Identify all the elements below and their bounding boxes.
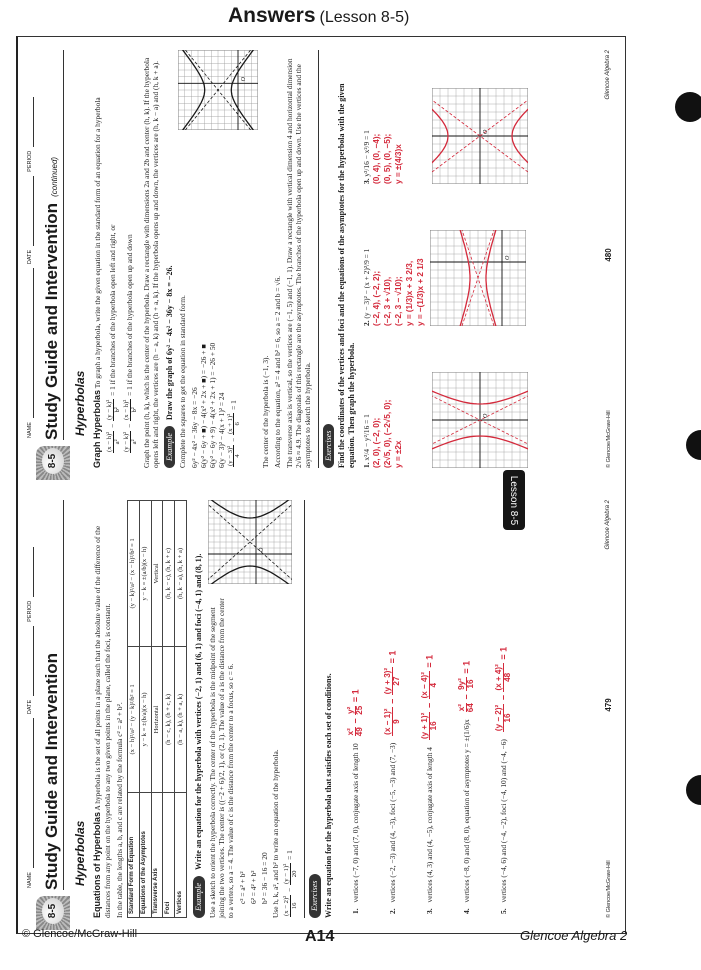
denominator: a² [113, 439, 121, 445]
page-number: 480 [604, 248, 614, 262]
page-subtitle: Hyperbolas [73, 370, 87, 436]
exercise-item [362, 192, 528, 326]
denominator: 16 [503, 713, 513, 723]
student-header [24, 50, 34, 468]
footer-book: Glencoe Algebra 2 [605, 50, 612, 100]
rhs: = 1 [350, 689, 361, 703]
table-cell: (h − c, k), (h + c, k) [163, 646, 175, 792]
exercise-number: 1. [351, 908, 361, 914]
origin-label: O [241, 76, 248, 82]
rhs: = 1 [387, 650, 398, 664]
numerator: (y − 1)² [283, 863, 291, 884]
example-prompt [193, 500, 205, 918]
page-footer [604, 50, 614, 468]
denominator: b² [130, 407, 138, 413]
numerator: (x − h)² [122, 399, 130, 420]
lesson-badge-number: 8-5 [42, 448, 64, 474]
denominator: 25 [355, 705, 365, 715]
exercise-item [452, 500, 482, 914]
exercise-item [378, 500, 408, 914]
origin-label: O [482, 413, 489, 418]
exercise-answer: x² 49 − y² 25 = 1 [345, 689, 365, 737]
table-row [127, 501, 139, 918]
denominator: 27 [392, 676, 402, 686]
exercise-answer: (x − 1)² 9 − (y + 3)² 27 = 1 [382, 650, 402, 735]
exercise-number: 2. [388, 908, 398, 914]
page-subtitle: Hyperbolas [73, 820, 87, 886]
origin-label: O [259, 547, 266, 552]
intro-paragraph [92, 500, 112, 918]
exercise-item [362, 50, 528, 184]
rhs: = 1 [285, 850, 295, 860]
table-cell: Standard Form of Equation [127, 792, 139, 917]
rhs: = 1 [424, 654, 435, 668]
exercises-instruction: Find the coordinates of the vertices and foci and the equations of the asymptotes for the hyperbola with the given equation. Then graph the hyperbola. [337, 83, 356, 468]
exercises-badge: Exercises [323, 424, 335, 468]
exercise-text: vertices (−2, −3) and (4, −3), foci (−5, −3) and (7, −3) [388, 742, 398, 903]
exercise-item [362, 334, 528, 468]
example-body: Use a sketch to orient the hyperbola correctly. The center of the hyperbola is the midpoint of the segment joining the two vertices. The center is ((−2 + 6)/2, 1), or (2, 1). The value of a is the distance from the center to a vertex, so a = 4. The value of c is the distance from the center to a focus, so c = 6. [208, 597, 236, 918]
page-number: 479 [604, 698, 614, 712]
footer-copyright: © Glencoe/McGraw-Hill [605, 860, 612, 918]
exercise-item [489, 500, 519, 914]
answer-line: (−2, 3 − √10); [393, 276, 403, 326]
exercise-number: 2. [361, 320, 371, 326]
footer-copyright: © Glencoe/McGraw-Hill [605, 410, 612, 468]
exercise-equation: y²/16 − x²/9 = 1 [361, 130, 371, 177]
table-row [175, 501, 187, 918]
lesson-badge-number: 8-5 [42, 898, 64, 924]
hole-punch-icon [675, 92, 701, 122]
period-label: PERIOD [27, 150, 34, 172]
answer-line: (−2, 3 + √10), [382, 276, 392, 326]
graph-paragraph: Graph the point (h, k), which is the center of the hyperbola. Draw a rectangle with dimensions 2a and 2b and center (h, k). If the hyperbola opens left and right, the vertices are (h − a, k) and (h + a, k). If the hyperbola opens up and down, the vertices are (h, k − a) and (h, k + a). [141, 57, 160, 468]
example-result: (y − 3)² 4 − (x + 1)² 6 = 1 [226, 400, 242, 466]
exercise-number: 1. [361, 462, 371, 468]
example-result: (x − 2)² 16 − (y − 1)² 20 = 1 [283, 850, 299, 916]
eq-text: = 1 if the branches of the hyperbola open left and right, or [107, 224, 117, 396]
answer-line: (2, 0), (−2, 0); [371, 417, 381, 468]
exercises-header [304, 500, 321, 918]
table-cell: Horizontal [151, 646, 163, 792]
table-cell: (h, k − a), (h, k + a) [175, 501, 187, 647]
numerator: (x − 2)² [283, 895, 291, 916]
answer-line: y = (1/3)x + 3 2/3, [404, 260, 414, 326]
answer-line: (−2, 4), (−2, 2); [371, 270, 381, 326]
origin-label: O [505, 255, 512, 260]
lesson-badge-icon [36, 896, 70, 930]
page-title [42, 50, 65, 440]
intro-text: To graph a hyperbola, write the given equation in the standard form of an equation for a hyperbola [92, 97, 102, 389]
denominator: 16 [466, 679, 476, 689]
example-prompt-text: Draw the graph of 6y² − 4x² − 36y − 8x = −26. [164, 265, 174, 420]
exercise-answer: x² 64 − 9y² 16 = 1 [456, 660, 476, 713]
numerator: (y + 1)² [419, 712, 429, 740]
according-text: According to the equation, a² = 4 and b² = 6, so a = 2 and b = √6. [273, 275, 283, 468]
answer-line: y = −(1/3)x + 2 1/3 [416, 258, 426, 326]
section-lead: Graph Hyperbolas [91, 389, 102, 468]
step-line: 6² = 4² + b² [249, 870, 259, 904]
exercise-equation: x²/4 − y²/16 = 1 [361, 414, 371, 461]
answer-line: (0, 5), (0, −5); [382, 133, 392, 184]
table-intro: In the table, the lengths a, b, and c are related by the formula c² = a² + b². [114, 702, 124, 918]
example-graph [178, 50, 258, 130]
transverse-text: The transverse axis is vertical, so the vertices are (−1, 5) and (−1, 1). Draw a rectangle with vertical dimension 4 and horizontal dimension 2√6 ≈ 4.9. The diagonals of this rectangle are the asymptotes. The branches of the hyperbola open up and down. Use the vertices and the asymptotes to sketch the hyperbola. [285, 58, 313, 468]
numerator: 9y² [456, 678, 466, 690]
numerator: x² [345, 728, 355, 736]
page-title: Study Guide and Intervention [42, 500, 65, 890]
answer-graph [430, 230, 526, 326]
date-line [29, 176, 34, 246]
table-cell: Vertical [151, 501, 163, 647]
exercise-number: 4. [462, 908, 472, 914]
heading-title: Answers [228, 4, 316, 27]
lesson-tab [503, 470, 525, 530]
exercises-instruction: Write an equation for the hyperbola that satisfies each set of conditions. [323, 673, 333, 918]
step-line: 6(y² − 6y + ■) − 4(x² + 2x + ■) = −26 + ■ [199, 344, 209, 468]
numerator: y² [345, 706, 355, 714]
table-cell: (x − h)²/a² − (y − k)²/b² = 1 [127, 646, 139, 792]
page-480 [20, 40, 620, 480]
denominator: 64 [466, 703, 476, 713]
numerator: x² [456, 704, 466, 712]
step-line: 6y² − 4x² − 36y − 8x = −26 [190, 387, 200, 468]
table-row [163, 501, 175, 918]
footer-book: Glencoe Algebra 2 [605, 500, 612, 550]
date-label: DATE [27, 699, 34, 715]
origin-label: O [482, 129, 489, 134]
footer-copyright: © Glencoe/McGraw-Hill [22, 928, 138, 940]
page-title-text: Study Guide and Intervention [41, 202, 61, 440]
name-label: NAME [27, 872, 34, 888]
exercise-text: vertices (−8, 0) and (8, 0), equation of asymptotes y = ±(1/6)x [462, 719, 472, 903]
table-cell: Foci [163, 792, 175, 917]
period-line [29, 547, 34, 597]
table-cell: (y − k)²/a² − (x − h)²/b² = 1 [127, 501, 139, 647]
example-badge: Example [164, 426, 176, 468]
denominator: 48 [503, 672, 513, 682]
name-line [29, 718, 34, 868]
exercise-number: 3. [361, 178, 371, 184]
section-lead: Equations of Hyperbolas [91, 811, 102, 918]
denominator: 6 [234, 422, 242, 426]
step-line: 6(y² − 6y + 9) − 4(x² + 2x + 1) = −26 + 50 [208, 342, 218, 468]
rhs: = 1 [461, 660, 472, 674]
standard-form-vertical: (y − k)² a² − (x − h)² b² = 1 if the branches of the hyperbola open up and down [122, 234, 138, 452]
footer-page-code: A14 [305, 928, 335, 945]
exercises-badge: Exercises [309, 874, 321, 918]
steps-intro: Complete the squares to get the equation in standard form. [178, 295, 188, 468]
exercise-text: vertices (−7, 0) and (7, 0), conjugate axis of length 10 [351, 743, 361, 903]
exercises-header [318, 50, 335, 468]
answers-heading [228, 4, 409, 28]
table-row [151, 501, 163, 918]
exercise-number: 3. [425, 908, 435, 914]
use-text: Use h, k, a², and b² to write an equation of the hyperbola. [271, 749, 281, 918]
answer-graph [432, 372, 528, 468]
continued-label: (continued) [49, 156, 59, 197]
answer-line: (0, 4), (0, −4); [371, 133, 381, 184]
example-graph [208, 500, 292, 584]
numerator: (y − k)² [105, 399, 113, 420]
table-cell: (h, k − c), (h, k + c) [163, 501, 175, 647]
table-cell: Equations of the Asymptotes [139, 792, 151, 917]
numerator: (y − 2)² [493, 704, 503, 732]
hyperbola-table [127, 500, 188, 918]
numerator: (x − 1)² [382, 708, 392, 735]
denominator: 4 [234, 454, 242, 458]
answer-line: (2√5, 0), (−2√5, 0); [382, 399, 392, 468]
center-text: The center of the hyperbola is (−1, 3). [261, 355, 271, 468]
table-row [139, 501, 151, 918]
rhs: = 1 [498, 646, 509, 660]
denominator: 20 [291, 870, 299, 878]
table-cell: Vertices [175, 792, 187, 917]
table-cell: (h − a, k), (h + a, k) [175, 646, 187, 792]
denominator: 9 [392, 719, 402, 724]
answer-line: y = ±(4/3)x [393, 144, 403, 184]
denominator: b² [113, 407, 121, 413]
intro-text: A hyperbola is the set of all points in a plane such that the absolute value of the difference of the distances from any point on the hyperbola to any two given points in the plane, called the foci, is constant. [92, 525, 112, 918]
table-cell: y − k = ±(a/b)(x − h) [139, 501, 151, 647]
example-badge: Example [193, 876, 205, 918]
numerator: (x + 4)² [493, 664, 503, 691]
student-header [24, 500, 34, 918]
standard-form-horizontal: (x − h)² a² − (y − k)² b² = 1 if the branches of the hyperbola open left and right, or [105, 224, 121, 452]
exercise-answer: (y − 2)² 16 − (x + 4)² 48 = 1 [493, 646, 513, 732]
table-cell: Transverse Axis [151, 792, 163, 917]
exercise-text: vertices (4, 3) and (4, −5), conjugate axis of length 4 [425, 747, 435, 903]
rhs: = 1 [228, 400, 238, 410]
exercise-number: 5. [499, 908, 509, 914]
numerator: (x + 1)² [226, 413, 234, 434]
answer-graph [432, 88, 528, 184]
exercise-answer: (y + 1)² 16 − (x − 4)² 4 = 1 [419, 654, 439, 740]
denominator: a² [130, 439, 138, 445]
hole-punch-icon [686, 430, 701, 460]
step-line: b² = 36 − 16 = 20 [260, 852, 270, 904]
exercise-equation: (y − 3)² − (x + 2)²/9 = 1 [361, 248, 371, 319]
lesson-tab-label: Lesson 8-5 [508, 475, 520, 525]
date-line [29, 626, 34, 696]
exercise-text: vertices (−4, 6) and (−4, −2), foci (−4, 10) and (−4, −6) [499, 739, 509, 903]
name-label: NAME [27, 422, 34, 438]
period-label: PERIOD [27, 600, 34, 622]
denominator: 16 [291, 902, 299, 910]
denominator: 49 [355, 727, 365, 737]
period-line [29, 97, 34, 147]
numerator: (x − h)² [105, 431, 113, 452]
answer-line: y = ±2x [393, 440, 403, 468]
example-prompt [164, 50, 176, 468]
denominator: 4 [429, 683, 439, 688]
footer-book-title: Glencoe Algebra 2 [520, 928, 628, 943]
numerator: (y − k)² [122, 431, 130, 452]
lesson-badge-icon [36, 446, 70, 480]
hole-punch-icon [686, 775, 701, 805]
example-prompt-text: Write an equation for the hyperbola with vertices (−2, 1) and (6, 1) and foci (−4, 1) and (8, 1). [194, 553, 204, 870]
step-line: c² = a² + b² [238, 871, 248, 904]
heading-lesson: (Lesson 8-5) [319, 9, 410, 26]
intro-paragraph [92, 50, 103, 468]
eq-text: = 1 if the branches of the hyperbola open up and down [124, 234, 134, 396]
date-label: DATE [27, 249, 34, 265]
name-line [29, 268, 34, 418]
page-479 [20, 490, 620, 930]
page-footer [604, 500, 614, 918]
exercise-item [415, 500, 445, 914]
numerator: (y + 3)² [382, 667, 392, 695]
denominator: 16 [429, 721, 439, 731]
step-line: 6(y − 3)² − 4(x + 1)² = 24 [217, 392, 227, 468]
exercise-item [341, 500, 371, 914]
numerator: (x − 4)² [419, 672, 429, 699]
table-cell: y − k = ±(b/a)(x − h) [139, 646, 151, 792]
numerator: (y − 3)² [226, 445, 234, 466]
